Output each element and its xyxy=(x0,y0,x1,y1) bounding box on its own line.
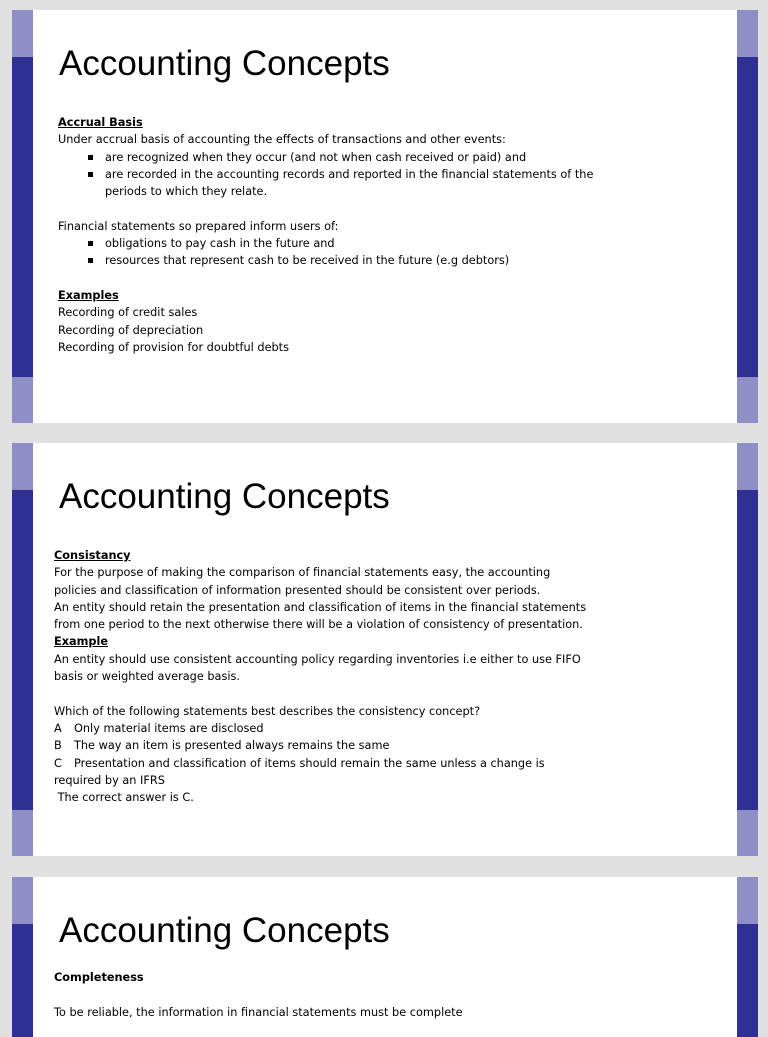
section-heading: Completeness xyxy=(54,971,144,984)
section-heading: Consistancy xyxy=(54,549,131,562)
paragraph-line: For the purpose of making the comparison of financial statements easy, the accounting xyxy=(54,566,551,580)
right-accent-bar xyxy=(737,443,758,856)
option-letter: A xyxy=(54,721,62,735)
slide-accrual-basis xyxy=(12,10,758,423)
example-item: Recording of provision for doubtful debts xyxy=(58,340,290,354)
slide-body xyxy=(54,969,718,1021)
slide-completeness xyxy=(12,877,758,1037)
correct-answer: The correct answer is C. xyxy=(54,791,194,805)
bullet-item: are recognized when they occur (and not when cash received or paid) and xyxy=(88,149,718,166)
bullet-item: are recorded in the accounting records and reported in the financial statements of the xyxy=(88,166,718,183)
option-text: Only material items are disclosed xyxy=(74,721,264,735)
paragraph-line: An entity should use consistent accounting policy regarding inventories i.e either to use FIFO xyxy=(54,652,581,666)
bullet-item: resources that represent cash to be received in the future (e.g debtors) xyxy=(88,252,718,269)
slide-title: Accounting Concepts xyxy=(59,44,390,83)
answer-option-b xyxy=(54,737,718,754)
example-item: Recording of credit sales xyxy=(58,306,198,320)
paragraph-line: basis or weighted average basis. xyxy=(54,670,240,684)
bullet-list xyxy=(58,235,718,270)
slide-title: Accounting Concepts xyxy=(59,477,390,516)
paragraph-line: An entity should retain the presentation and classification of items in the financial statements xyxy=(54,600,587,614)
slide-title: Accounting Concepts xyxy=(59,911,390,950)
right-accent-bar xyxy=(737,10,758,423)
example-item: Recording of depreciation xyxy=(58,323,204,337)
option-letter: B xyxy=(54,739,62,753)
option-text: Presentation and classification of items should remain the same unless a change is xyxy=(74,756,545,770)
paragraph-line: from one period to the next otherwise there will be a violation of consistency of presentation. xyxy=(54,618,583,632)
examples-heading: Examples xyxy=(58,288,119,302)
left-accent-bar xyxy=(12,877,33,1037)
option-text: The way an item is presented always remains the same xyxy=(74,739,390,753)
bullet-continuation: periods to which they relate. xyxy=(105,185,268,199)
intro-text: Under accrual basis of accounting the effects of transactions and other events: xyxy=(58,133,506,147)
question-text: Which of the following statements best describes the consistency concept? xyxy=(54,704,481,718)
slide-body xyxy=(54,547,718,806)
bullet-list xyxy=(58,149,718,184)
answer-option-a xyxy=(54,720,718,737)
section-heading: Accrual Basis xyxy=(58,116,143,129)
right-accent-bar xyxy=(737,877,758,1037)
left-accent-bar xyxy=(12,10,33,423)
answer-option-c xyxy=(54,755,718,772)
example-heading: Example xyxy=(54,635,109,649)
bullet-item: obligations to pay cash in the future and xyxy=(88,235,718,252)
slide-consistency xyxy=(12,443,758,856)
slide-body xyxy=(58,114,718,356)
option-letter: C xyxy=(54,756,62,770)
left-accent-bar xyxy=(12,443,33,856)
paragraph-line: policies and classification of information presented should be consistent over periods. xyxy=(54,583,541,597)
option-continuation: required by an IFRS xyxy=(54,773,165,787)
paragraph-line: To be reliable, the information in financial statements must be complete xyxy=(54,1005,463,1019)
paragraph: Financial statements so prepared inform users of: xyxy=(58,219,339,233)
